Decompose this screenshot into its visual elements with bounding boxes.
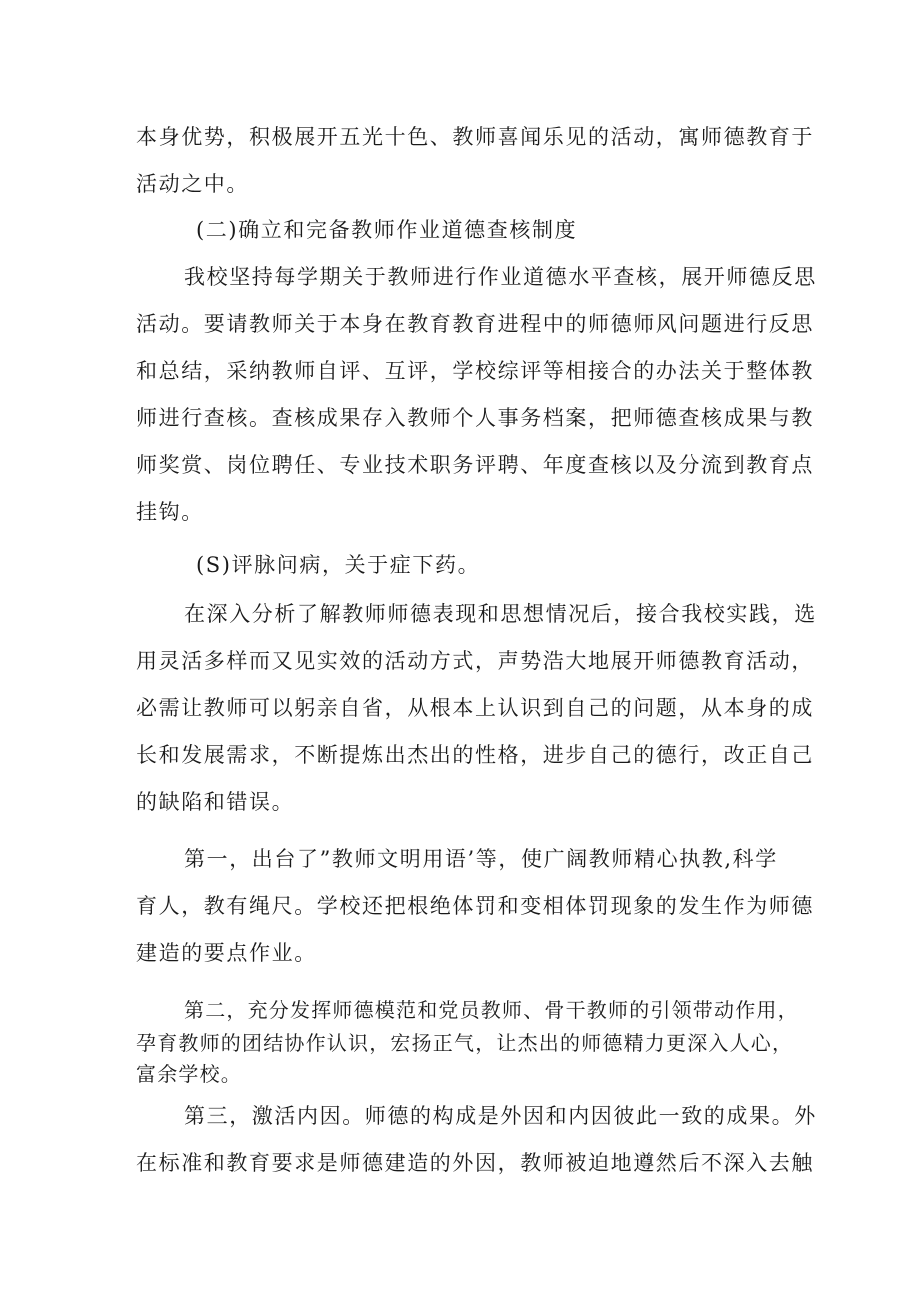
paragraph-line: 育人，教有绳尺。学校还把根绝体罚和变相体罚现象的发生作为师德 — [136, 894, 814, 918]
paragraph-line: 活动之中。 — [136, 172, 249, 196]
paragraph-line: 孕育教师的团结协作认识，宏扬正气，让杰出的师德精力更深入人心， — [136, 1031, 794, 1055]
section-heading: (S)评脉问病，关于症下药。 — [196, 553, 481, 577]
paragraph-line: 第二，充分发挥师德模范和党员教师、骨干教师的引领带动作用， — [184, 998, 799, 1022]
paragraph-line: 的缺陷和错误。 — [136, 790, 295, 814]
paragraph-line: 师进行查核。查核成果存入教师个人事务档案，把师德查核成果与教 — [136, 406, 814, 430]
paragraph-line: 富余学校。 — [136, 1062, 242, 1086]
paragraph-line: 我校坚持每学期关于教师进行作业道德水平查核，展开师德反思 — [184, 265, 817, 289]
paragraph-line: 用灵活多样而又见实效的活动方式，声势浩大地展开师德教育活动， — [136, 649, 814, 673]
section-heading: (二)确立和完备教师作业道德查核制度 — [196, 218, 578, 242]
paragraph-line: 活动。要请教师关于本身在教育教育进程中的师德师风问题进行反思 — [136, 312, 814, 336]
paragraph-line: 第一，出台了”教师文明用语’等，使广阔教师精心执教,科学 — [184, 847, 778, 871]
paragraph-line: 第三，激活内因。师德的构成是外因和内因彼此一致的成果。外 — [184, 1104, 817, 1128]
paragraph-line: 挂钩。 — [136, 500, 204, 524]
paragraph-line: 必需让教师可以躬亲自省，从根本上认识到自己的问题，从本身的成 — [136, 696, 814, 720]
paragraph-line: 在深入分析了解教师师德表现和思想情况后，接合我校实践，选 — [184, 602, 817, 626]
paragraph-line: 师奖赏、岗位聘任、专业技术职务评聘、年度查核以及分流到教育点 — [136, 453, 814, 477]
paragraph-line: 和总结，采纳教师自评、互评，学校综评等相接合的办法关于整体教 — [136, 359, 814, 383]
paragraph-line: 本身优势，积极展开五光十色、教师喜闻乐见的活动，寓师德教育于 — [136, 125, 814, 149]
paragraph-line: 长和发展需求，不断提炼出杰出的性格，进步自己的德行，改正自己 — [136, 743, 814, 767]
paragraph-line: 建造的要点作业。 — [136, 941, 317, 965]
paragraph-line: 在标准和教育要求是师德建造的外因，教师被迫地遵然后不深入去触 — [136, 1151, 814, 1175]
